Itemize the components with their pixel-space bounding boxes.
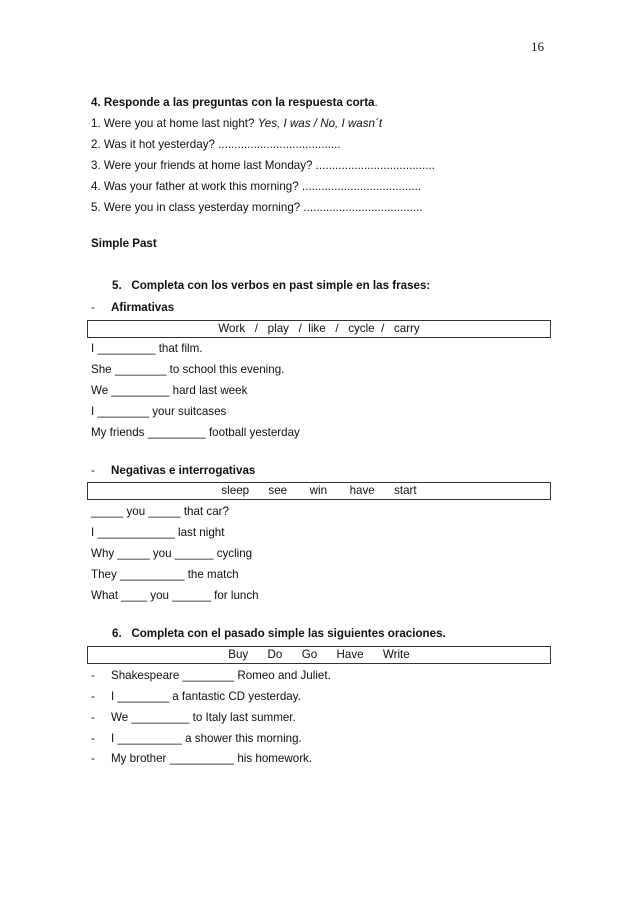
exercise-5-title: 5. Completa con los verbos en past simple en las frases: [112, 279, 431, 292]
list-dash: - [91, 690, 95, 703]
negative-heading: Negativas e interrogativas [111, 464, 256, 477]
exercise-6-sentence: Shakespeare ________ Romeo and Juliet. [111, 669, 331, 682]
negative-verb-box: sleep see win have start [87, 482, 551, 500]
exercise-6-sentence: We _________ to Italy last summer. [111, 711, 296, 724]
question-1-text: 1. Were you at home last night? [91, 117, 258, 130]
exercise-6-sentence: I ________ a fantastic CD yesterday. [111, 690, 301, 703]
exercise-6-sentence: I __________ a shower this morning. [111, 732, 302, 745]
exercise-6-sentence: My brother __________ his homework. [111, 752, 313, 765]
affirmative-dash: - [91, 301, 95, 314]
exercise-6-verb-box: Buy Do Go Have Write [87, 646, 551, 664]
list-dash: - [91, 669, 95, 682]
negative-sentence: I ____________ last night [91, 526, 225, 539]
exercise-4-question-5: 5. Were you in class yesterday morning? ..................................... [91, 201, 423, 214]
list-dash: - [91, 752, 95, 765]
exercise-4-title-text: 4. Responde a las preguntas con la respuesta corta [91, 96, 375, 109]
negative-sentence: What ____ you ______ for lunch [91, 589, 259, 602]
affirmative-sentence: She ________ to school this evening. [91, 363, 285, 376]
affirmative-sentence: My friends _________ football yesterday [91, 426, 300, 439]
affirmative-heading: Afirmativas [111, 301, 175, 314]
exercise-4-question-1 [91, 117, 382, 130]
negative-sentence: Why _____ you ______ cycling [91, 547, 253, 560]
negative-dash: - [91, 464, 95, 477]
affirmative-sentence: We _________ hard last week [91, 384, 248, 397]
exercise-4-title-suffix: . [374, 96, 378, 109]
exercise-4-question-2: 2. Was it hot yesterday? ...................................... [91, 138, 341, 151]
negative-sentence: _____ you _____ that car? [91, 505, 229, 518]
list-dash: - [91, 711, 95, 724]
affirmative-sentence: I ________ your suitcases [91, 405, 227, 418]
exercise-6-title: 6. Completa con el pasado simple las siguientes oraciones. [112, 627, 446, 640]
question-1-answer: Yes, I was / No, I wasn´t [257, 117, 383, 130]
exercise-4-question-4: 4. Was your father at work this morning? ..................................... [91, 180, 422, 193]
list-dash: - [91, 732, 95, 745]
exercise-4-question-3: 3. Were your friends at home last Monday? ..................................... [91, 159, 435, 172]
section-title: Simple Past [91, 237, 157, 250]
exercise-4-title [91, 96, 378, 109]
page-number: 16 [531, 39, 544, 54]
affirmative-verb-box: Work / play / like / cycle / carry [87, 320, 551, 338]
affirmative-sentence: I _________ that film. [91, 342, 203, 355]
negative-sentence: They __________ the match [91, 568, 239, 581]
